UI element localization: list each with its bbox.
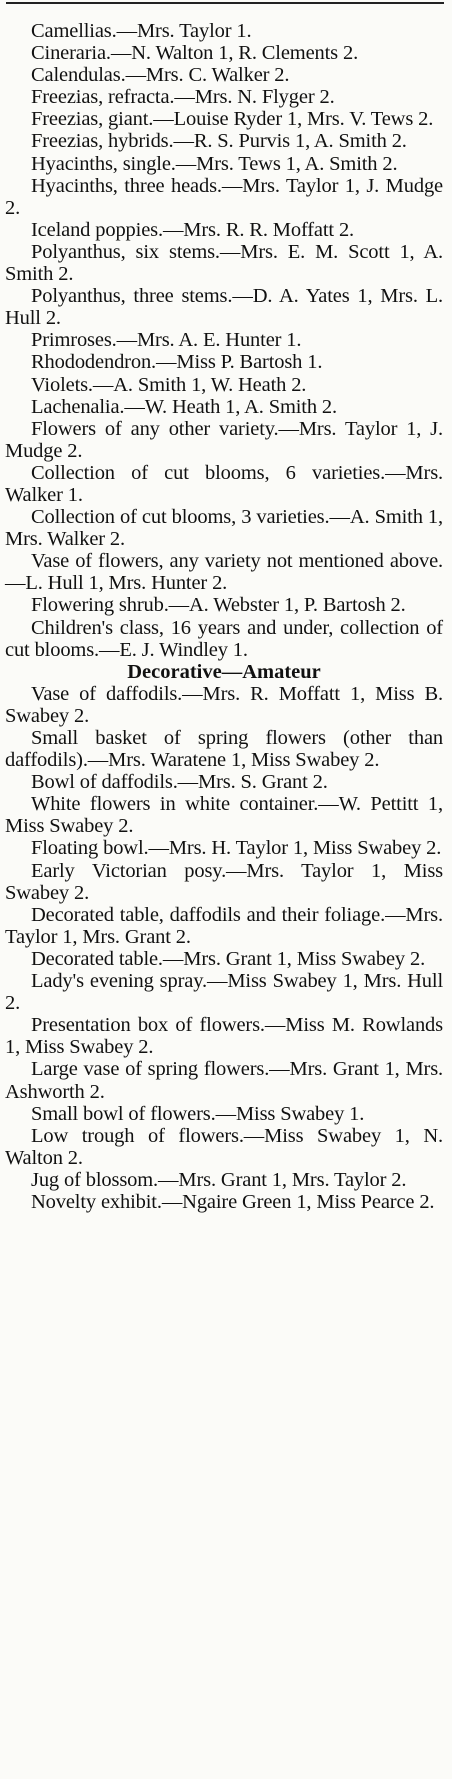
result-entry: Freezias, giant.—Louise Ryder 1, Mrs. V. Tews 2.: [31, 108, 434, 131]
result-entry: Primroses.—Mrs. A. E. Hunter 1.: [31, 329, 302, 352]
result-entry: Vase of daffodils.—Mrs. R. Moffatt 1, Miss B. Swabey 2.: [5, 682, 443, 727]
result-entry: Flowers of any other variety.—Mrs. Taylor 1, J. Mudge 2.: [5, 417, 443, 462]
result-entry: Small bowl of flowers.—Miss Swabey 1.: [31, 1102, 365, 1125]
result-entry: Violets.—A. Smith 1, W. Heath 2.: [31, 373, 307, 396]
result-entry: Lachenalia.—W. Heath 1, A. Smith 2.: [31, 395, 337, 418]
result-entry: Polyanthus, six stems.—Mrs. E. M. Scott 1, A. Smith 2.: [5, 240, 443, 286]
horticulture-results-list: [5, 20, 443, 661]
column-top-rule: [6, 2, 444, 4]
decorative-amateur-results-list: [5, 683, 443, 1213]
result-entry: Bowl of daffodils.—Mrs. S. Grant 2.: [31, 771, 328, 794]
result-entry: Decorated table, daffodils and their foliage.—Mrs. Taylor 1, Mrs. Grant 2.: [5, 903, 443, 948]
result-entry: Decorated table.—Mrs. Grant 1, Miss Swabey 2.: [31, 947, 426, 970]
result-entry: Large vase of spring flowers.—Mrs. Grant 1, Mrs. Ashworth 2.: [5, 1058, 443, 1103]
result-entry: Small basket of spring flowers (other than daffodils).—Mrs. Waratene 1, Miss Swabey 2.: [5, 727, 443, 772]
result-entry: Collection of cut blooms, 6 varieties.—Mrs. Walker 1.: [5, 461, 443, 506]
result-entry: Freezias, refracta.—Mrs. N. Flyger 2.: [31, 86, 335, 109]
result-entry: Floating bowl.—Mrs. H. Taylor 1, Miss Swabey 2.: [31, 837, 442, 860]
result-entry: Freezias, hybrids.—R. S. Purvis 1, A. Smith 2.: [31, 130, 407, 153]
result-entry: Iceland poppies.—Mrs. R. R. Moffatt 2.: [31, 218, 355, 241]
results-column: [5, 20, 443, 1213]
result-entry: Jug of blossom.—Mrs. Grant 1, Mrs. Taylor 2.: [31, 1168, 407, 1191]
section-heading: Decorative—Amateur: [127, 660, 321, 683]
result-entry: Flowering shrub.—A. Webster 1, P. Bartosh 2.: [31, 594, 406, 617]
result-entry: Hyacinths, single.—Mrs. Tews 1, A. Smith 2.: [31, 152, 398, 175]
result-entry: White flowers in white container.—W. Pettitt 1, Miss Swabey 2.: [5, 793, 443, 838]
result-entry: Hyacinths, three heads.—Mrs. Taylor 1, J. Mudge 2.: [5, 174, 443, 219]
result-entry: Calendulas.—Mrs. C. Walker 2.: [31, 64, 290, 87]
result-entry: Lady's evening spray.—Miss Swabey 1, Mrs. Hull 2.: [5, 970, 443, 1015]
result-entry: Cineraria.—N. Walton 1, R. Clements 2.: [31, 42, 359, 65]
result-entry: Collection of cut blooms, 3 varieties.—A. Smith 1, Mrs. Walker 2.: [5, 506, 443, 551]
result-entry: Vase of flowers, any variety not mentioned above.—L. Hull 1, Mrs. Hunter 2.: [5, 550, 443, 595]
result-entry: Rhododendron.—Miss P. Bartosh 1.: [31, 351, 323, 374]
result-entry: Polyanthus, three stems.—D. A. Yates 1, Mrs. L. Hull 2.: [5, 285, 443, 330]
result-entry: Novelty exhibit.—Ngaire Green 1, Miss Pearce 2.: [31, 1190, 435, 1213]
result-entry: Children's class, 16 years and under, collection of cut blooms.—E. J. Windley 1.: [5, 616, 443, 661]
result-entry: Low trough of flowers.—Miss Swabey 1, N. Walton 2.: [5, 1124, 443, 1169]
result-entry: Camellias.—Mrs. Taylor 1.: [31, 20, 252, 42]
result-entry: Presentation box of flowers.—Miss M. Rowlands 1, Miss Swabey 2.: [5, 1014, 443, 1059]
result-entry: Early Victorian posy.—Mrs. Taylor 1, Miss Swabey 2.: [5, 859, 443, 904]
